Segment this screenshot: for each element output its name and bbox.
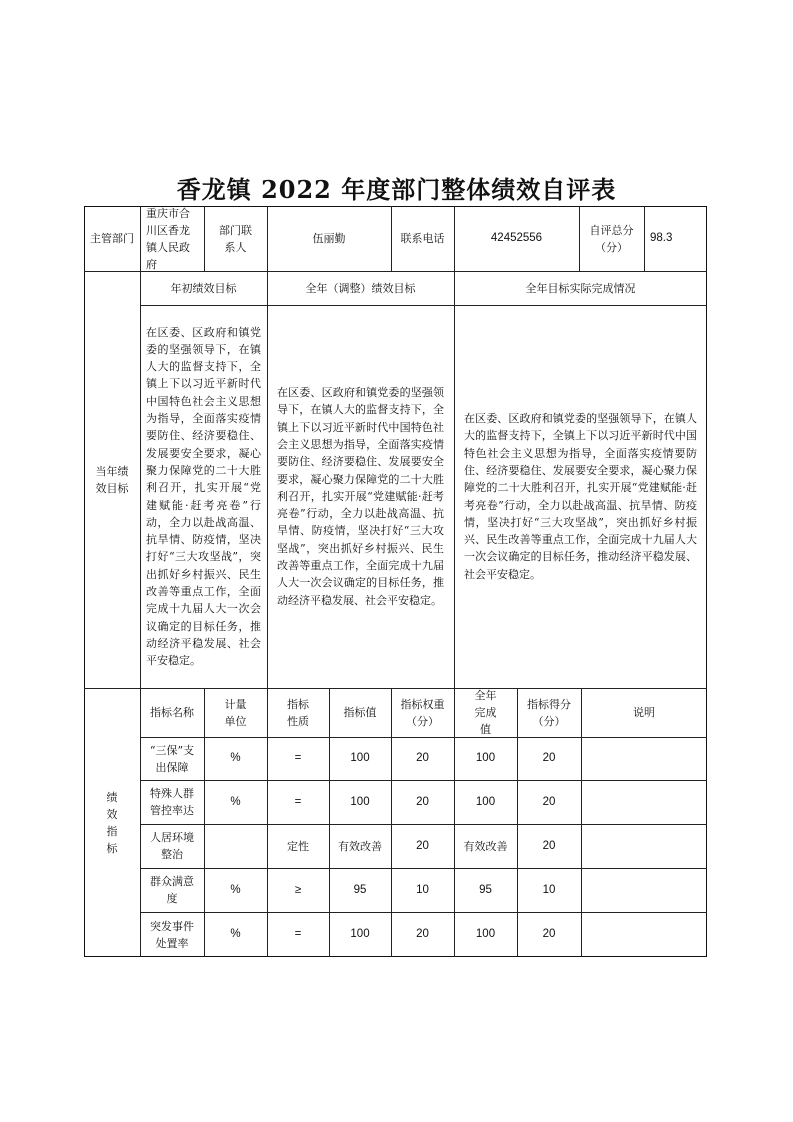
col-initial-header: 年初绩效目标 (170, 281, 237, 295)
indicator-unit: % (230, 752, 241, 764)
indicator-target: 95 (353, 883, 367, 896)
header-indicator-name: 指标名称 (150, 706, 194, 719)
indicator-actual: 有效改善 (463, 839, 508, 853)
header-note: 说明 (633, 706, 655, 719)
indicator-nature: = (294, 795, 302, 808)
score-value: 98.3 (650, 232, 673, 244)
page-title: 香龙镇 2022 年度部门整体绩效自评表 (176, 175, 617, 204)
indicator-name: 人居环境整治 (150, 831, 194, 861)
dept-label: 主管部门 (90, 232, 134, 245)
indicator-score: 20 (542, 928, 556, 940)
dept-value: 重庆市合川区香龙镇人民政府 (146, 206, 190, 271)
phone-value: 42452556 (490, 232, 543, 244)
indicator-actual: 100 (475, 928, 496, 940)
contact-value: 伍丽勤 (312, 232, 346, 245)
indicator-note (581, 737, 707, 780)
indicator-weight: 20 (416, 795, 429, 808)
header-weight: 指标权重（分） (400, 697, 445, 728)
indicator-name: “三保”支出保障 (149, 743, 195, 774)
indicator-actual: 95 (479, 883, 492, 896)
indicator-target: 100 (350, 928, 370, 940)
goals-row-label: 当年绩效目标 (95, 464, 129, 495)
indicator-nature: ≥ (294, 883, 302, 896)
header-actual-value: 全年完成值 (474, 689, 497, 736)
indicator-score: 20 (542, 839, 556, 852)
header-score: 指标得分（分） (527, 697, 571, 728)
indicator-nature: = (294, 928, 302, 940)
indicator-name: 突发事件处置率 (150, 919, 194, 950)
indicator-score: 20 (542, 795, 556, 808)
header-target-value: 指标值 (343, 706, 377, 719)
indicator-actual: 100 (475, 795, 496, 808)
phone-label: 联系电话 (400, 232, 445, 245)
score-label: 自评总分（分） (589, 223, 634, 254)
header-unit: 计量单位 (224, 697, 247, 728)
initial-goal-text: 在区委、区政府和镇党委的坚强领导下，在镇人大的监督支持下，全镇上下以习近平新时代中国特色社会主义思想为指导，全面落实疫情要防住、经济要稳住、发展要安全要求，凝心聚力保障党的二十大胜利召开，扎实开展“党建赋能·赶考亮卷”行动，全力以赴战高温、抗旱情、防疫情，坚决打好“三大攻坚战”，突出抓好乡村振兴、民生改善等重点工作，全面完成十九届人大一次会议确定的目标任务，推动经济平稳发展、社会平安稳定。 (146, 325, 261, 668)
indicator-score: 20 (542, 752, 556, 764)
indicator-weight: 20 (416, 928, 429, 940)
indicator-unit: % (230, 928, 241, 940)
indicator-note (581, 780, 707, 824)
contact-label: 部门联系人 (219, 223, 252, 254)
indicator-nature: = (294, 752, 302, 764)
indicators-row-label: 绩效指标 (106, 790, 118, 855)
indicator-unit (204, 824, 267, 868)
indicator-unit: % (230, 795, 241, 808)
indicator-target: 100 (350, 752, 370, 764)
indicator-target: 100 (350, 795, 370, 808)
indicator-weight: 10 (416, 883, 429, 896)
indicator-nature: 定性 (287, 839, 309, 853)
actual-goal-text: 在区委、区政府和镇党委的坚强领导下，在镇人大的监督支持下，全镇上下以习近平新时代中国特色社会主义思想为指导，全面落实疫情要防住、经济要稳住、发展要安全要求，凝心聚力保障党的二十大胜利召开，扎实开展“党建赋能·赶考亮卷”行动，全力以赴战高温、抗旱情、防疫情，坚决打好“三大攻坚战”，突出抓好乡村振兴、民生改善等重点工作，全面完成十九届人大一次会议确定的目标任务，推动经济平稳发展、社会平安稳定。 (464, 412, 697, 581)
indicator-weight: 20 (416, 752, 429, 764)
indicator-note (581, 824, 707, 868)
indicator-score: 10 (542, 883, 556, 896)
indicator-weight: 20 (416, 839, 429, 852)
col-adjusted-header: 全年（调整）绩效目标 (305, 281, 416, 295)
indicator-note (581, 868, 707, 912)
header-nature: 指标性质 (287, 697, 309, 728)
indicator-name: 群众满意度 (150, 875, 194, 905)
col-actual-header: 全年目标实际完成情况 (525, 281, 636, 295)
indicator-unit: % (230, 883, 241, 896)
indicator-name: 特殊人群管控率达 (150, 787, 194, 817)
adjusted-goal-text: 在区委、区政府和镇党委的坚强领导下，在镇人大的监督支持下，全镇上下以习近平新时代中国特色社会主义思想为指导，全面落实疫情要防住、经济要稳住、发展要安全要求，凝心聚力保障党的二十大胜利召开，扎实开展“党建赋能·赶考亮卷”行动，全力以赴战高温、抗旱情、防疫情，坚决打好“三大攻坚战”，突出抓好乡村振兴、民生改善等重点工作，全面完成十九届人大一次会议确定的目标任务，推动经济平稳发展、社会平安稳定。 (277, 386, 444, 607)
indicator-actual: 100 (475, 752, 496, 764)
indicator-note (581, 912, 707, 957)
indicator-target: 有效改善 (338, 839, 382, 853)
